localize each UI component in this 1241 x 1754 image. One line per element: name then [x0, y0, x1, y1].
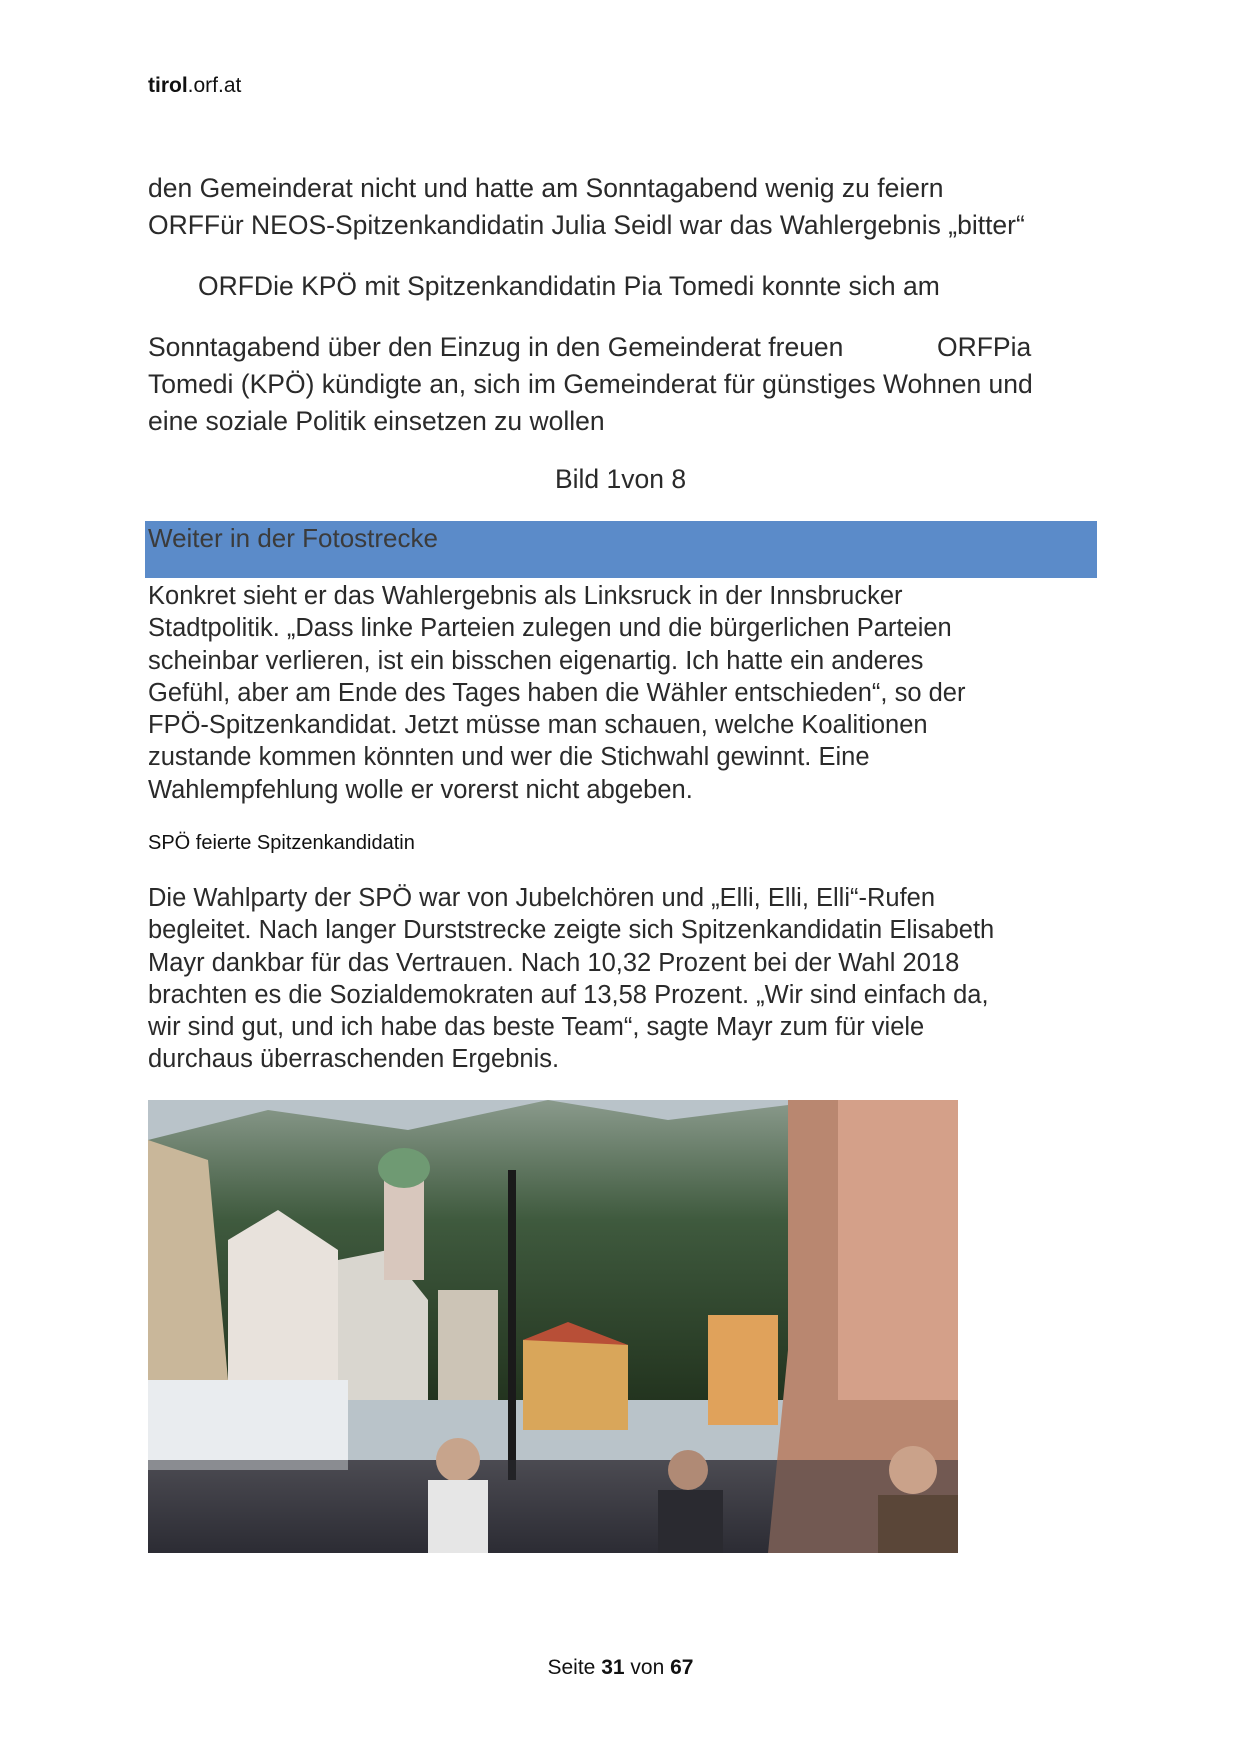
- gallery-counter: Bild 1von 8: [554, 464, 687, 494]
- paragraph-line: scheinbar verlieren, ist ein bisschen eigenartig. Ich hatte ein anderes: [148, 646, 924, 675]
- caption-line: Tomedi (KPÖ) kündigte an, sich im Gemeinderat für günstiges Wohnen und: [148, 369, 1033, 399]
- paragraph-line: durchaus überraschenden Ergebnis.: [148, 1045, 560, 1074]
- paragraph-line: Stadtpolitik. „Dass linke Parteien zulegen und die bürgerlichen Parteien: [148, 614, 952, 643]
- paragraph-line: Konkret sieht er das Wahlergebnis als Linksruck in der Innsbrucker: [148, 582, 903, 610]
- caption-line: eine soziale Politik einsetzen zu wollen: [148, 406, 605, 436]
- subheading: SPÖ feierte Spitzenkandidatin: [148, 832, 415, 854]
- paragraph-line: FPÖ-Spitzenkandidat. Jetzt müsse man schauen, welche Koalitionen: [148, 711, 928, 740]
- caption-line: ORFFür NEOS-Spitzenkandidatin Julia Seidl war das Wahlergebnis „bitter“: [148, 210, 1025, 240]
- caption-line: den Gemeinderat nicht und hatte am Sonntagabend wenig zu feiern: [148, 173, 944, 203]
- paragraph-1: [148, 580, 965, 806]
- paragraph-line: Die Wahlparty der SPÖ war von Jubelchören und „Elli, Elli, Elli“-Rufen: [148, 884, 936, 912]
- caption-line: Sonntagabend über den Einzug in den Gemeinderat freuen: [148, 332, 844, 362]
- caption-line: ORFDie KPÖ mit Spitzenkandidatin Pia Tomedi konnte sich am: [198, 271, 940, 301]
- paragraph-line: begleitet. Nach langer Durststrecke zeigte sich Spitzenkandidatin Elisabeth: [148, 916, 995, 945]
- footer-middle: von: [630, 1656, 665, 1679]
- innsbruck-street-photo: [148, 1100, 958, 1553]
- paragraph-line: Wahlempfehlung wolle er vorerst nicht abgeben.: [148, 775, 693, 804]
- gallery-next-button[interactable]: [145, 521, 1097, 578]
- footer-page-number: 31: [601, 1656, 625, 1679]
- paragraph-2: [148, 882, 994, 1076]
- paragraph-line: Gefühl, aber am Ende des Tages haben die Wähler entschieden“, so der: [148, 678, 966, 707]
- page-footer: [0, 1656, 1241, 1680]
- paragraph-line: Mayr dankbar für das Vertrauen. Nach 10,32 Prozent bei der Wahl 2018: [148, 948, 960, 977]
- paragraph-line: brachten es die Sozialdemokraten auf 13,58 Prozent. „Wir sind einfach da,: [148, 980, 989, 1009]
- footer-total-pages: 67: [670, 1656, 694, 1679]
- site-name-bold: tirol: [148, 74, 188, 97]
- paragraph-line: wir sind gut, und ich habe das beste Team“, sagte Mayr zum für viele: [148, 1013, 925, 1042]
- site-name: [148, 74, 241, 98]
- footer-prefix: Seite: [547, 1656, 596, 1679]
- paragraph-line: zustande kommen könnten und wer die Stichwahl gewinnt. Eine: [148, 743, 870, 772]
- caption-line: ORFPia: [937, 332, 1032, 362]
- site-name-rest: .orf.at: [187, 74, 242, 97]
- gallery-next-label: Weiter in der Fotostrecke: [148, 523, 438, 553]
